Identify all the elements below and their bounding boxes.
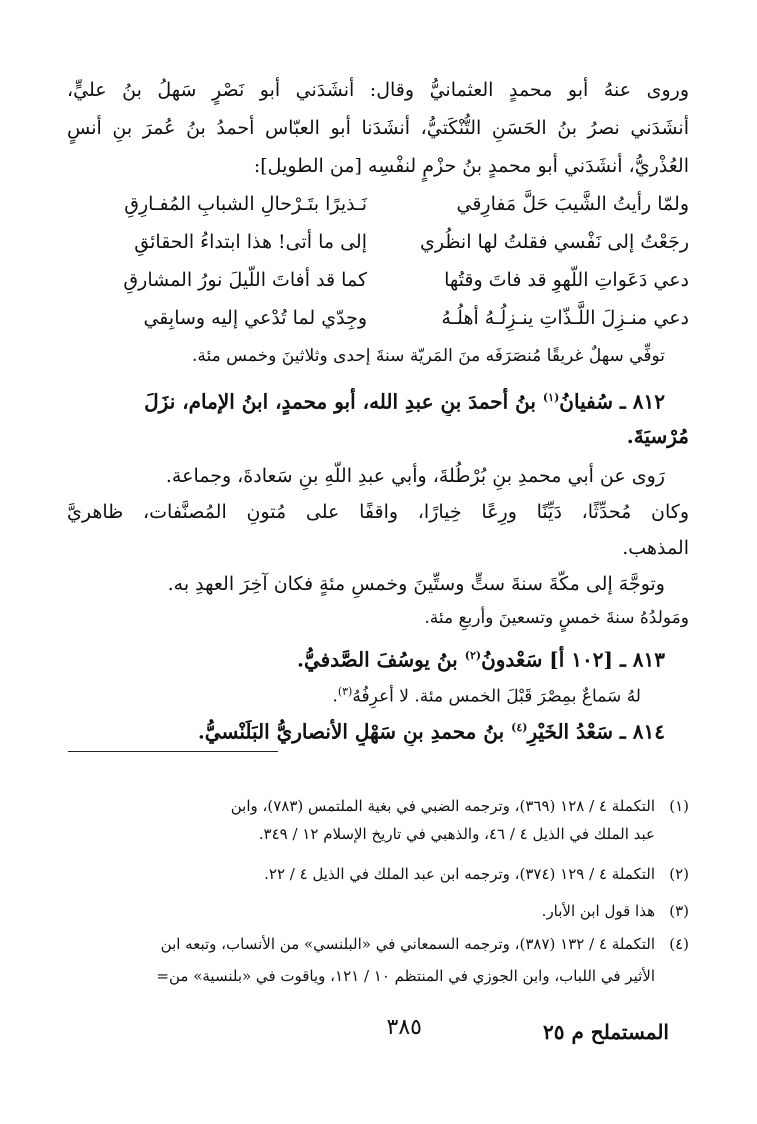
verse-row	[67, 300, 689, 336]
verse-hemistich-second: كما قد أفاتَ اللّيلَ نورُ المشارقِ	[123, 269, 367, 291]
entry-814-name: ٨١٤ ـ سَعْدُ الخَيْرِ	[527, 719, 665, 744]
entry-814-lineage: بنُ محمدِ بنِ سَهْلٍ الأنصاريُّ البَلَنْسيُّ.	[197, 719, 512, 744]
footnote-4-cont: الأثير في اللباب، وابن الجوزي في المنتظم ١٠ / ١٢١، وياقوت في «بلنسية» من=	[156, 967, 655, 985]
verse-row	[67, 186, 689, 222]
body-line-1: وروى عنهُ أبو محمدٍ العثمانيُّ وقال: أنشَدَني أبو نَصْرٍ سَهلُ بنُ عليٍّ،	[67, 79, 689, 101]
entry-813-note	[67, 674, 689, 710]
entry-813-heading	[67, 638, 689, 674]
footnote-2	[67, 860, 689, 888]
entry-813-lineage: بنُ يوسُفَ الصَّدفيُّ.	[296, 647, 465, 672]
footnote-1-cont: عبد الملك في الذيل ٤ / ٤٦، والذهبي في تاريخ الإسلام ١٢ / ٣٤٩.	[258, 825, 655, 843]
verse-hemistich-second: وجِدّي لما تُدْعي إليه وسابِقي	[143, 307, 367, 329]
footnote-ref-4: (٤)	[511, 721, 528, 734]
footnote-divider	[68, 751, 278, 752]
body-paragraph: ومَولدُهُ سنةَ خمسٍ وتسعينَ وأربعِ مئة.	[424, 608, 689, 628]
entry-812-heading	[67, 380, 689, 416]
verse-hemistich-first: دعي منـزِلَ اللَّـذّاتِ ينـزِلُـهُ أهلُـهُ	[441, 307, 689, 329]
entry-813-note-text: لهُ سَماعٌ بمِصْرَ قَبْلَ الخمس مئة. لا أعرِفُهُ	[352, 686, 641, 707]
entry-812-name: ٨١٢ ـ سُفيانُ	[559, 389, 665, 414]
footnote-3	[67, 897, 689, 925]
body-paragraph: رَوى عن أبي محمدِ بنِ بُرْطُلةَ، وأبي عبدِ اللّهِ بنِ سَعادةَ، وجماعة.	[165, 465, 665, 487]
verse-hemistich-second: نَـذيرًا بتَـرْحالِ الشبابِ المُفـارِقِ	[124, 193, 367, 215]
footnote-ref-3: (٣)	[337, 685, 353, 698]
footnote-text: هذا قول ابن الأبار.	[541, 902, 655, 920]
page-number: ٣٨٥	[386, 1015, 422, 1040]
verse-hemistich-first: دعي دَعَواتِ اللّهوِ قد فاتَ وقتُها	[444, 269, 689, 291]
footnote-text: التكملة ٤ / ١٢٩ (٣٧٤)، وترجمه ابن عبد الملك في الذيل ٤ / ٢٢.	[264, 865, 655, 883]
signature-mark: المستملح م ٢٥	[543, 1020, 669, 1044]
verse-row	[67, 224, 689, 260]
death-note: توفِّي سهلٌ غريقًا مُنصَرَفَه منَ المَريّة سنةَ إحدى وثلاثينَ وخمس مئة.	[192, 346, 665, 366]
verse-hemistich-second: إلى ما أتى! هذا ابتداءُ الحقائقِ	[134, 231, 367, 253]
footnote-4	[67, 930, 689, 958]
entry-813-note-end: .	[332, 686, 338, 707]
verse-hemistich-first: رجَعْتُ إلى نَفْسي فقلتُ لها انظُري	[419, 231, 689, 253]
body-line-3: العُذْريُّ، أنشَدَني أبو محمدٍ بنُ حزْمٍ لنفْسِه [من الطويل]:	[253, 155, 689, 177]
footnote-number: (٤)	[669, 935, 689, 953]
body-paragraph: وتوجَّهَ إلى مكّةَ سنةَ ستٍّ وستِّينَ وخمسِ مئةٍ فكان آخِرَ العهدِ به.	[167, 573, 665, 595]
body-paragraph: المذهب.	[622, 537, 689, 559]
footnote-ref-2: (٢)	[464, 649, 482, 662]
footnote-text: التكملة ٤ / ١٣٢ (٣٨٧)، وترجمه السمعاني في «البلنسي» من الأنساب، وتبعه ابن	[160, 935, 655, 953]
footnote-number: (٣)	[669, 902, 689, 920]
body-line-2: أنشَدَني نصرُ بنُ الحَسَنِ التُّنْكَتيُّ، أنشَدَنا أبو العبّاس أحمدُ بنُ عُمرَ بنِ أنسٍ	[67, 117, 689, 139]
footnote-1	[67, 792, 689, 820]
entry-812-heading-cont: مُرْسيَةَ.	[626, 424, 689, 448]
footnote-number: (١)	[669, 797, 689, 815]
entry-814-heading	[67, 710, 689, 746]
entry-813-name: ٨١٣ ـ [١٠٢ أ] سَعْدونُ	[481, 647, 665, 672]
footnote-ref-1: (١)	[542, 391, 560, 404]
footnote-number: (٢)	[669, 865, 689, 883]
body-paragraph: وكان مُحدِّثًا، دَيِّنًا ورِعًا خِيارًا، واقفًا على مُتونِ المُصنَّفات، ظاهريَّ	[67, 501, 689, 523]
footnote-text: التكملة ٤ / ١٢٨ (٣٦٩)، وترجمه الضبي في بغية الملتمس (٧٨٣)، وابن	[230, 797, 655, 815]
entry-812-lineage: بنُ أحمدَ بنِ عبدِ الله، أبو محمدٍ، ابنُ الإمام، نزَلَ	[144, 389, 543, 414]
verse-hemistich-first: ولمّا رأيتُ الشَّيبَ حَلَّ مَفارِقي	[456, 193, 689, 215]
verse-row	[67, 262, 689, 298]
